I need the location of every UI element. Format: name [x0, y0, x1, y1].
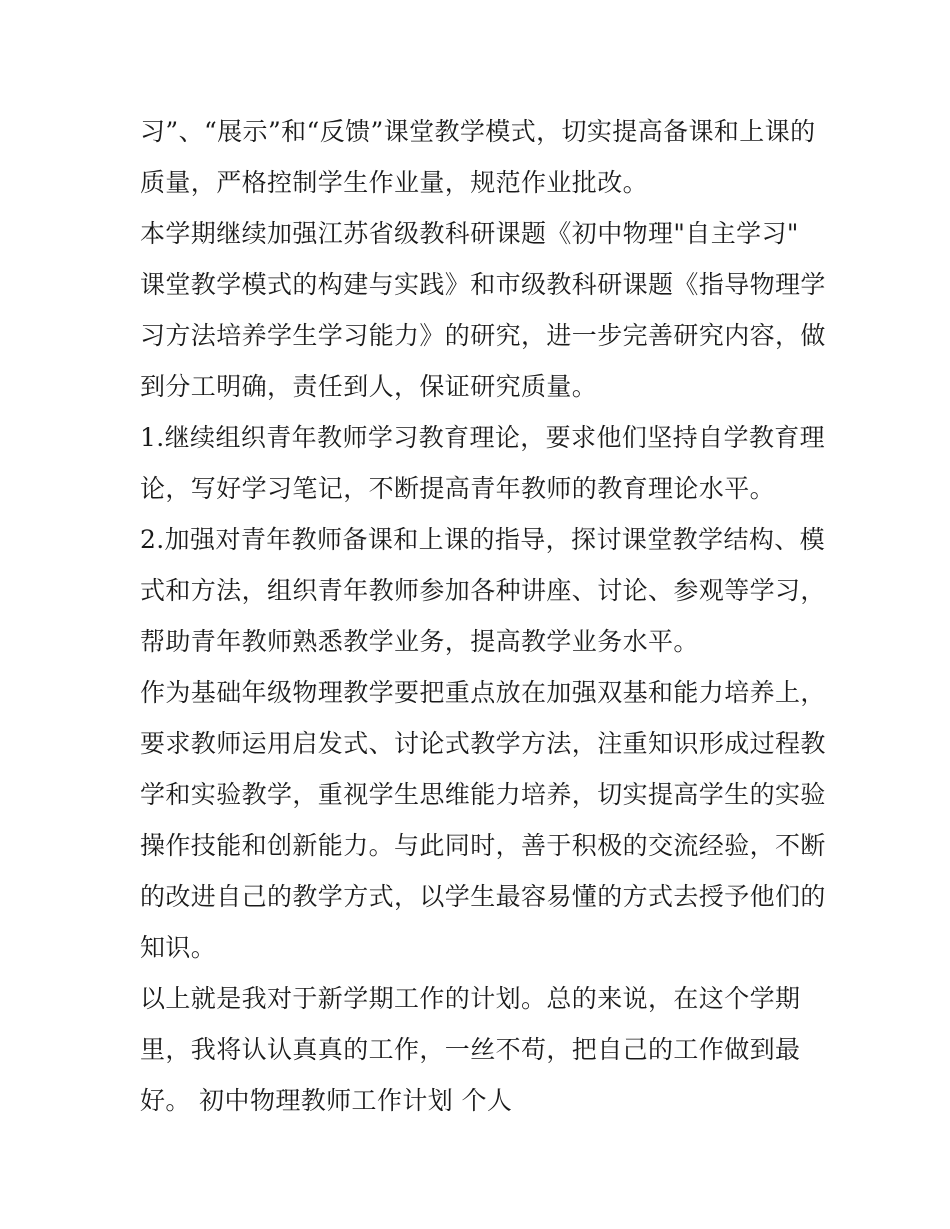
text-line: 1.继续组织青年教师学习教育理论，要求他们坚持自学教育理 [140, 423, 826, 452]
text-line: 知识。 [140, 933, 217, 962]
text-line: 到分工明确，责任到人，保证研究质量。 [140, 372, 598, 401]
text-line: 质量，严格控制学生作业量，规范作业批改。 [140, 168, 649, 197]
text-line: 式和方法，组织青年教师参加各种讲座、讨论、参观等学习， [140, 576, 826, 605]
text-line: 以上就是我对于新学期工作的计划。总的来说，在这个学期 [140, 984, 801, 1013]
text-line: 操作技能和创新能力。与此同时，善于积极的交流经验，不断 [140, 831, 826, 860]
text-line: 里，我将认认真真的工作，一丝不苟，把自己的工作做到最 [140, 1035, 801, 1064]
text-line: 要求教师运用启发式、讨论式教学方法，注重知识形成过程教 [140, 729, 826, 758]
text-line: 习方法培养学生学习能力》的研究，进一步完善研究内容，做 [140, 321, 826, 350]
text-line: 好。 初中物理教师工作计划 个人 [140, 1086, 513, 1115]
text-line: 论，写好学习笔记，不断提高青年教师的教育理论水平。 [140, 474, 776, 503]
text-line: 2.加强对青年教师备课和上课的指导，探讨课堂教学结构、模 [140, 525, 826, 554]
text-line: 帮助青年教师熟悉教学业务，提高教学业务水平。 [140, 627, 699, 656]
text-line: 学和实验教学，重视学生思维能力培养，切实提高学生的实验 [140, 780, 826, 809]
text-line: 的改进自己的教学方式，以学生最容易懂的方式去授予他们的 [140, 882, 826, 911]
text-line: 习”、“展示”和“反馈”课堂教学模式，切实提高备课和上课的 [140, 117, 816, 146]
document-body [140, 106, 826, 1126]
text-line: 课堂教学模式的构建与实践》和市级教科研课题《指导物理学 [140, 270, 826, 299]
text-line: 作为基础年级物理教学要把重点放在加强双基和能力培养上， [140, 678, 826, 707]
text-line: 本学期继续加强江苏省级教科研课题《初中物理"自主学习" [140, 219, 799, 248]
